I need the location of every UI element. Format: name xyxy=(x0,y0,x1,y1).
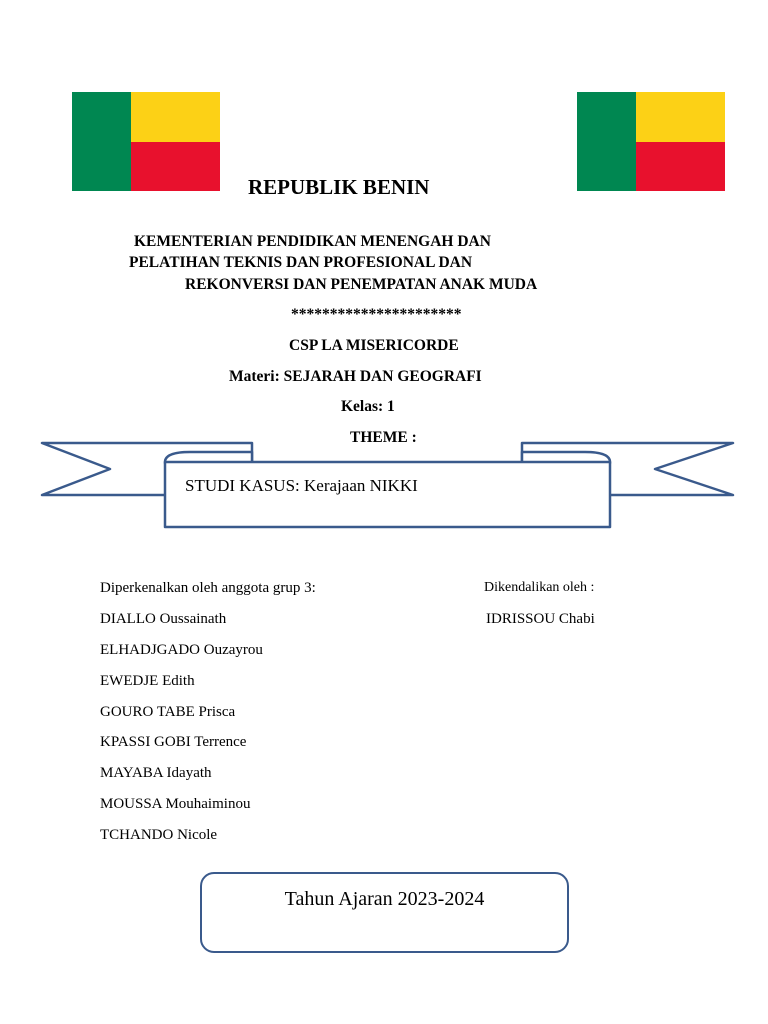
class-label: Kelas: 1 xyxy=(341,398,395,415)
member-name: DIALLO Oussainath xyxy=(100,611,227,627)
subject-label: Materi: SEJARAH DAN GEOGRAFI xyxy=(229,368,482,385)
member-name: ELHADJGADO Ouzayrou xyxy=(100,642,263,658)
member-name: MOUSSA Mouhaiminou xyxy=(100,796,251,812)
separator-stars: ********************** xyxy=(291,306,462,323)
member-name: GOURO TABE Prisca xyxy=(100,704,236,720)
supervisor-name: IDRISSOU Chabi xyxy=(486,611,595,627)
academic-year: Tahun Ajaran 2023-2024 xyxy=(284,888,485,910)
ministry-line-2: PELATIHAN TEKNIS DAN PROFESIONAL DAN xyxy=(129,254,473,271)
academic-year-box xyxy=(200,872,569,953)
supervised-heading: Dikendalikan oleh : xyxy=(484,580,595,595)
ministry-line-1: KEMENTERIAN PENDIDIKAN MENENGAH DAN xyxy=(134,233,491,250)
member-name: MAYABA Idayath xyxy=(100,765,212,781)
member-name: EWEDJE Edith xyxy=(100,673,195,689)
ministry-line-3: REKONVERSI DAN PENEMPATAN ANAK MUDA xyxy=(185,276,538,293)
presented-heading: Diperkenalkan oleh anggota grup 3: xyxy=(100,580,316,596)
member-name: TCHANDO Nicole xyxy=(100,827,218,843)
school-name: CSP LA MISERICORDE xyxy=(289,337,459,354)
theme-label: THEME : xyxy=(350,429,417,446)
theme-title: STUDI KASUS: Kerajaan NIKKI xyxy=(185,476,418,495)
country-title: REPUBLIK BENIN xyxy=(248,175,430,199)
member-name: KPASSI GOBI Terrence xyxy=(100,734,247,750)
